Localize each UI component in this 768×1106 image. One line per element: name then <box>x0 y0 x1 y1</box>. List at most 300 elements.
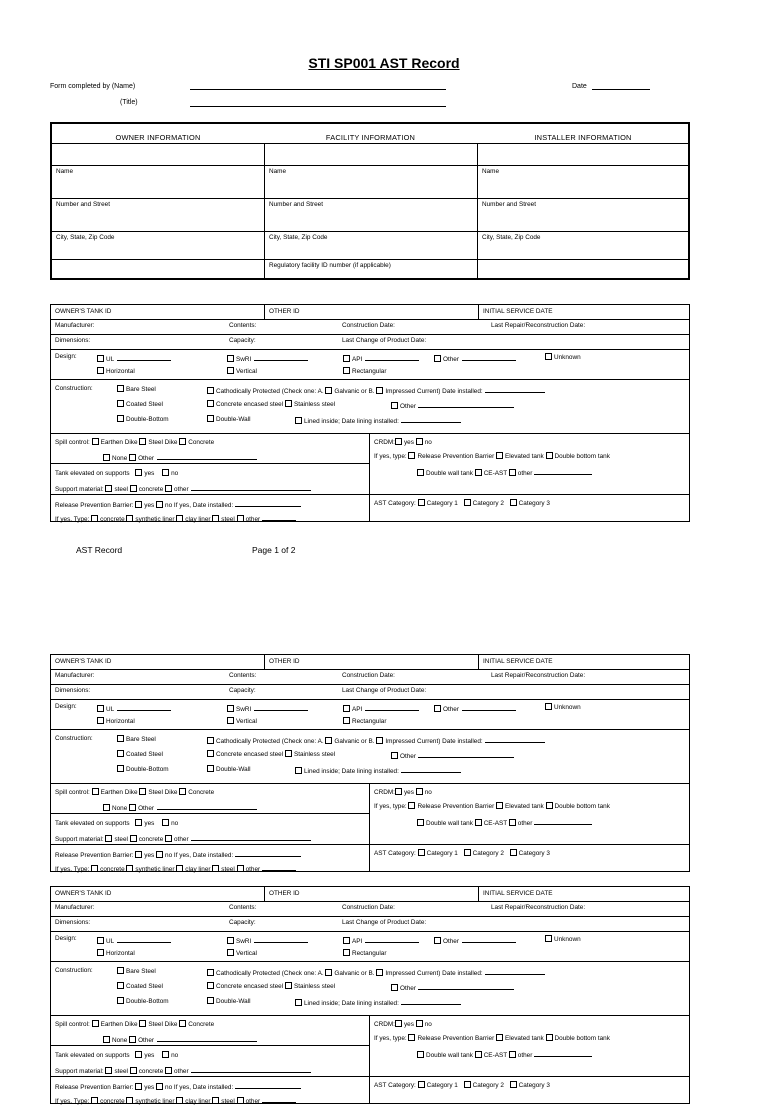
elevated-yes-checkbox[interactable] <box>135 469 142 476</box>
support-material-row <box>55 483 311 494</box>
unknown-option[interactable] <box>545 703 581 712</box>
vertical-option[interactable] <box>227 367 257 376</box>
crdm-elevated-text: Elevated tank <box>504 803 544 810</box>
category1-checkbox[interactable] <box>418 499 425 506</box>
swri-text: SwRI <box>236 706 252 713</box>
vertical-text: Vertical <box>236 950 257 957</box>
title-label: (Title) <box>120 99 138 106</box>
construction-other-option[interactable] <box>391 750 514 761</box>
crdm-other-checkbox[interactable] <box>509 1051 516 1058</box>
rpb-no-checkbox[interactable] <box>156 501 163 508</box>
horizontal-checkbox[interactable] <box>97 367 104 374</box>
support-concrete-checkbox[interactable] <box>130 835 137 842</box>
double-bottom-option[interactable] <box>117 415 169 424</box>
crdm-other-checkbox[interactable] <box>509 819 516 826</box>
support-other-checkbox[interactable] <box>165 835 172 842</box>
spill-other-checkbox[interactable] <box>129 454 136 461</box>
regulatory-id-label: Regulatory facility ID number (if applicable) <box>269 262 391 269</box>
dimensions-label: Dimensions: <box>55 919 91 926</box>
design-other-checkbox[interactable] <box>434 937 441 944</box>
concrete-encased-option[interactable] <box>207 750 335 759</box>
crdm-other-checkbox[interactable] <box>509 469 516 476</box>
crdm-type-row <box>374 1034 610 1043</box>
initial-service-date-label: INITIAL SERVICE DATE <box>483 658 553 665</box>
design-other-option[interactable] <box>434 353 516 364</box>
unknown-option[interactable] <box>545 353 581 362</box>
lined-inside-option[interactable] <box>295 415 461 426</box>
design-other-checkbox[interactable] <box>434 355 441 362</box>
contents-label: Contents: <box>229 322 257 329</box>
crdm-row <box>374 1020 432 1029</box>
impressed-checkbox[interactable] <box>376 387 383 394</box>
spill-concrete-text: Concrete <box>188 439 215 446</box>
concrete-encased-text: Concrete encased steel <box>216 751 284 758</box>
crdm-ce-ast-checkbox[interactable] <box>475 469 482 476</box>
rpb-synthetic-checkbox[interactable] <box>126 1097 133 1104</box>
support-steel-checkbox[interactable] <box>105 485 112 492</box>
initial-service-date-label: INITIAL SERVICE DATE <box>483 890 553 897</box>
rpb-yes-checkbox[interactable] <box>135 1083 142 1090</box>
horizontal-checkbox[interactable] <box>97 717 104 724</box>
vertical-text: Vertical <box>236 718 257 725</box>
swri-checkbox[interactable] <box>227 355 234 362</box>
unknown-text: Unknown <box>554 704 581 711</box>
earthen-dike-checkbox[interactable] <box>92 788 99 795</box>
swri-text: SwRI <box>236 356 252 363</box>
design-other-text: Other <box>443 356 459 363</box>
stainless-checkbox[interactable] <box>285 400 292 407</box>
crdm-double-bottom-checkbox[interactable] <box>546 452 553 459</box>
horizontal-option[interactable] <box>97 717 135 726</box>
spill-other-text: Other <box>138 1037 155 1044</box>
rectangular-option[interactable] <box>343 717 386 726</box>
cathodic-text: Cathodically Protected (Check one: A. <box>216 388 324 395</box>
galvanic-checkbox[interactable] <box>325 969 332 976</box>
rectangular-checkbox[interactable] <box>343 949 350 956</box>
spill-other-text: Other <box>138 455 155 462</box>
lined-inside-option[interactable] <box>295 997 461 1008</box>
owner-name-label: Name <box>56 168 74 175</box>
crdm-ce-ast-checkbox[interactable] <box>475 1051 482 1058</box>
rpb-no-checkbox[interactable] <box>156 1083 163 1090</box>
spill-none-checkbox[interactable] <box>103 804 110 811</box>
concrete-encased-checkbox[interactable] <box>207 400 214 407</box>
concrete-encased-text: Concrete encased steel <box>216 983 284 990</box>
owners-tank-id-label: OWNER'S TANK ID <box>55 308 112 315</box>
owner-facility-installer-table <box>50 122 690 280</box>
cathodic-option[interactable] <box>207 735 545 746</box>
bare-steel-option[interactable] <box>117 967 156 976</box>
installer-street-label: Number and Street <box>482 201 536 208</box>
construction-other-checkbox[interactable] <box>391 752 398 759</box>
spill-control-row <box>55 438 214 447</box>
vertical-checkbox[interactable] <box>227 717 234 724</box>
crdm-double-bottom-checkbox[interactable] <box>546 1034 553 1041</box>
stainless-text: Stainless steel <box>293 401 336 408</box>
footer-page-label: Page 1 of 2 <box>252 545 296 555</box>
other-id-label: OTHER ID <box>269 890 300 897</box>
api-text: API <box>352 706 363 713</box>
rectangular-option[interactable] <box>343 367 386 376</box>
ast-category-label: AST Category: <box>374 850 416 857</box>
category1-text: Category 1 <box>426 850 458 857</box>
facility-information-header: FACILITY INFORMATION <box>325 133 416 142</box>
crdm-type-row <box>374 452 610 461</box>
category1-checkbox[interactable] <box>418 1081 425 1088</box>
bare-steel-checkbox[interactable] <box>117 385 124 392</box>
ul-checkbox[interactable] <box>97 937 104 944</box>
support-material-label: Support material: <box>55 836 104 843</box>
ul-checkbox[interactable] <box>97 705 104 712</box>
swri-option[interactable] <box>227 935 308 946</box>
spill-control-label: Spill control: <box>55 439 90 446</box>
elevated-no-text: no <box>171 470 179 477</box>
crdm-elevated-text: Elevated tank <box>504 453 544 460</box>
horizontal-option[interactable] <box>97 367 135 376</box>
crdm-rpb-checkbox[interactable] <box>408 452 415 459</box>
category2-text: Category 2 <box>472 1082 504 1089</box>
coated-steel-checkbox[interactable] <box>117 400 124 407</box>
concrete-encased-checkbox[interactable] <box>207 982 214 989</box>
rpb-concrete-checkbox[interactable] <box>91 865 98 872</box>
spill-control-row <box>55 788 214 797</box>
steel-dike-checkbox[interactable] <box>139 788 146 795</box>
support-material-row <box>55 1065 311 1076</box>
support-concrete-checkbox[interactable] <box>130 485 137 492</box>
support-steel-checkbox[interactable] <box>105 1067 112 1074</box>
elevated-no-checkbox[interactable] <box>162 819 169 826</box>
vertical-checkbox[interactable] <box>227 367 234 374</box>
crdm-ce-ast-checkbox[interactable] <box>475 819 482 826</box>
category3-checkbox[interactable] <box>510 849 517 856</box>
swri-option[interactable] <box>227 353 308 364</box>
coated-steel-checkbox[interactable] <box>117 982 124 989</box>
rpb-synthetic-checkbox[interactable] <box>126 865 133 872</box>
coated-steel-option[interactable] <box>117 400 163 409</box>
crdm-elevated-checkbox[interactable] <box>496 802 503 809</box>
bare-steel-checkbox[interactable] <box>117 967 124 974</box>
impressed-text: Impressed Current) Date installed: <box>385 970 483 977</box>
title-field[interactable] <box>190 99 446 107</box>
coated-steel-checkbox[interactable] <box>117 750 124 757</box>
ul-option[interactable] <box>97 703 171 714</box>
last-change-label: Last Change of Product Date: <box>342 919 427 926</box>
bare-steel-option[interactable] <box>117 735 156 744</box>
double-bottom-checkbox[interactable] <box>117 765 124 772</box>
swri-checkbox[interactable] <box>227 705 234 712</box>
ul-option[interactable] <box>97 353 171 364</box>
spill-none-row <box>103 452 257 463</box>
other-id-label: OTHER ID <box>269 658 300 665</box>
elevated-no-checkbox[interactable] <box>162 1051 169 1058</box>
concrete-encased-option[interactable] <box>207 400 335 409</box>
crdm-rpb-checkbox[interactable] <box>408 802 415 809</box>
lined-inside-checkbox[interactable] <box>295 767 302 774</box>
category2-checkbox[interactable] <box>464 499 471 506</box>
api-text: API <box>352 938 363 945</box>
support-other-text: other <box>174 486 189 493</box>
elevated-yes-text: yes <box>144 1052 155 1059</box>
elevated-yes-text: yes <box>144 820 155 827</box>
page-title: STI SP001 AST Record <box>308 55 460 71</box>
rpb-clay-checkbox[interactable] <box>176 865 183 872</box>
crdm-rpb-checkbox[interactable] <box>408 1034 415 1041</box>
cathodic-checkbox[interactable] <box>207 969 214 976</box>
support-steel-text: steel <box>114 1068 128 1075</box>
double-wall-option[interactable] <box>207 997 251 1006</box>
double-wall-checkbox[interactable] <box>207 415 214 422</box>
cathodic-text: Cathodically Protected (Check one: A. <box>216 970 324 977</box>
unknown-checkbox[interactable] <box>545 935 552 942</box>
design-other-option[interactable] <box>434 703 516 714</box>
crdm-double-wall-text: Double wall tank <box>426 470 473 477</box>
support-other-checkbox[interactable] <box>165 1067 172 1074</box>
coated-steel-option[interactable] <box>117 982 163 991</box>
crdm-elevated-checkbox[interactable] <box>496 452 503 459</box>
crdm-double-bottom-checkbox[interactable] <box>546 802 553 809</box>
rpb-clay-text: clay liner <box>185 516 211 523</box>
support-steel-text: steel <box>114 486 128 493</box>
cathodic-checkbox[interactable] <box>207 737 214 744</box>
category3-checkbox[interactable] <box>510 499 517 506</box>
category3-text: Category 3 <box>518 500 550 507</box>
spill-concrete-checkbox[interactable] <box>179 438 186 445</box>
crdm-double-wall-text: Double wall tank <box>426 1052 473 1059</box>
name-field[interactable] <box>190 82 446 90</box>
earthen-dike-checkbox[interactable] <box>92 438 99 445</box>
construction-other-checkbox[interactable] <box>391 402 398 409</box>
rpb-other-checkbox[interactable] <box>237 1097 244 1104</box>
impressed-checkbox[interactable] <box>376 969 383 976</box>
ul-checkbox[interactable] <box>97 355 104 362</box>
coated-steel-text: Coated Steel <box>126 401 163 408</box>
double-wall-checkbox[interactable] <box>207 997 214 1004</box>
bare-steel-checkbox[interactable] <box>117 735 124 742</box>
category2-checkbox[interactable] <box>464 1081 471 1088</box>
construction-other-option[interactable] <box>391 400 514 411</box>
galvanic-checkbox[interactable] <box>325 387 332 394</box>
category2-checkbox[interactable] <box>464 849 471 856</box>
crdm-double-bottom-text: Double bottom tank <box>554 453 610 460</box>
crdm-double-wall-checkbox[interactable] <box>417 1051 424 1058</box>
last-change-label: Last Change of Product Date: <box>342 337 427 344</box>
lined-inside-checkbox[interactable] <box>295 417 302 424</box>
last-repair-label: Last Repair/Reconstruction Date: <box>491 904 586 911</box>
galvanic-checkbox[interactable] <box>325 737 332 744</box>
ul-option[interactable] <box>97 935 171 946</box>
stainless-checkbox[interactable] <box>285 750 292 757</box>
double-bottom-checkbox[interactable] <box>117 415 124 422</box>
spill-other-checkbox[interactable] <box>129 1036 136 1043</box>
horizontal-checkbox[interactable] <box>97 949 104 956</box>
impressed-checkbox[interactable] <box>376 737 383 744</box>
category3-checkbox[interactable] <box>510 1081 517 1088</box>
rpb-concrete-checkbox[interactable] <box>91 1097 98 1104</box>
crdm-double-wall-checkbox[interactable] <box>417 819 424 826</box>
crdm-type-row-2 <box>417 467 592 478</box>
elevated-yes-text: yes <box>144 470 155 477</box>
coated-steel-option[interactable] <box>117 750 163 759</box>
spill-none-checkbox[interactable] <box>103 454 110 461</box>
rectangular-checkbox[interactable] <box>343 717 350 724</box>
category1-text: Category 1 <box>426 1082 458 1089</box>
unknown-checkbox[interactable] <box>545 703 552 710</box>
lined-inside-option[interactable] <box>295 765 461 776</box>
construction-label: Construction: <box>55 385 93 392</box>
support-concrete-checkbox[interactable] <box>130 1067 137 1074</box>
concrete-encased-checkbox[interactable] <box>207 750 214 757</box>
installer-name-label: Name <box>482 168 500 175</box>
elevated-yes-checkbox[interactable] <box>135 819 142 826</box>
double-bottom-text: Double-Bottom <box>126 766 169 773</box>
initial-service-date-label: INITIAL SERVICE DATE <box>483 308 553 315</box>
rpb-label: Release Prevention Barrier: <box>55 502 134 509</box>
elevated-yes-checkbox[interactable] <box>135 1051 142 1058</box>
rpb-yes-checkbox[interactable] <box>135 501 142 508</box>
rpb-steel-checkbox[interactable] <box>212 1097 219 1104</box>
design-other-checkbox[interactable] <box>434 705 441 712</box>
design-other-option[interactable] <box>434 935 516 946</box>
rpb-clay-checkbox[interactable] <box>176 515 183 522</box>
steel-dike-text: Steel Dike <box>148 789 178 796</box>
design-label: Design: <box>55 353 77 360</box>
construction-other-option[interactable] <box>391 982 514 993</box>
rectangular-checkbox[interactable] <box>343 367 350 374</box>
double-bottom-option[interactable] <box>117 997 169 1006</box>
unknown-option[interactable] <box>545 935 581 944</box>
bare-steel-option[interactable] <box>117 385 156 394</box>
support-concrete-text: concrete <box>138 486 164 493</box>
double-wall-option[interactable] <box>207 765 251 774</box>
construction-other-text: Other <box>400 753 416 760</box>
installer-city-label: City, State, Zip Code <box>482 234 541 241</box>
rpb-date-label: If yes, Date installed: <box>173 1084 234 1091</box>
spill-concrete-text: Concrete <box>188 1021 215 1028</box>
crdm-ce-ast-text: CE-AST <box>483 820 508 827</box>
spill-none-checkbox[interactable] <box>103 1036 110 1043</box>
double-wall-checkbox[interactable] <box>207 765 214 772</box>
rpb-no-checkbox[interactable] <box>156 851 163 858</box>
support-steel-text: steel <box>114 836 128 843</box>
construction-other-checkbox[interactable] <box>391 984 398 991</box>
api-option[interactable] <box>343 353 419 364</box>
double-wall-text: Double-Wall <box>216 998 251 1005</box>
ul-text: UL <box>106 356 115 363</box>
rpb-other-checkbox[interactable] <box>237 515 244 522</box>
double-bottom-checkbox[interactable] <box>117 997 124 1004</box>
crdm-yes-checkbox[interactable] <box>395 438 402 445</box>
form-completed-by-label: Form completed by (Name) <box>50 83 136 90</box>
vertical-checkbox[interactable] <box>227 949 234 956</box>
rpb-other-checkbox[interactable] <box>237 865 244 872</box>
crdm-elevated-checkbox[interactable] <box>496 1034 503 1041</box>
rpb-row <box>55 849 301 860</box>
support-material-row <box>55 833 311 844</box>
ast-category-row <box>374 849 550 858</box>
spill-concrete-checkbox[interactable] <box>179 788 186 795</box>
crdm-other-text: other <box>517 1052 533 1059</box>
rpb-steel-checkbox[interactable] <box>212 515 219 522</box>
double-bottom-option[interactable] <box>117 765 169 774</box>
api-checkbox[interactable] <box>343 355 350 362</box>
date-label: Date <box>572 83 587 90</box>
rectangular-option[interactable] <box>343 949 386 958</box>
tank-elevated-label: Tank elevated on supports <box>55 820 130 827</box>
support-other-checkbox[interactable] <box>165 485 172 492</box>
vertical-option[interactable] <box>227 949 257 958</box>
galvanic-text: Galvanic or B. <box>334 738 375 745</box>
elevated-no-text: no <box>171 1052 179 1059</box>
rpb-steel-checkbox[interactable] <box>212 865 219 872</box>
rpb-other-text: other <box>245 516 261 523</box>
rectangular-text: Rectangular <box>352 718 387 725</box>
horizontal-option[interactable] <box>97 949 135 958</box>
lined-inside-checkbox[interactable] <box>295 999 302 1006</box>
support-steel-checkbox[interactable] <box>105 835 112 842</box>
crdm-elevated-text: Elevated tank <box>504 1035 544 1042</box>
stainless-checkbox[interactable] <box>285 982 292 989</box>
rpb-yes-checkbox[interactable] <box>135 851 142 858</box>
date-field[interactable] <box>592 82 650 90</box>
crdm-ce-ast-text: CE-AST <box>483 1052 508 1059</box>
api-checkbox[interactable] <box>343 705 350 712</box>
dimensions-label: Dimensions: <box>55 687 91 694</box>
rpb-synthetic-checkbox[interactable] <box>126 515 133 522</box>
crdm-label: CRDM: <box>374 1021 395 1028</box>
capacity-label: Capacity: <box>229 337 256 344</box>
bare-steel-text: Bare Steel <box>126 736 156 743</box>
unknown-text: Unknown <box>554 936 581 943</box>
rpb-clay-checkbox[interactable] <box>176 1097 183 1104</box>
elevated-no-checkbox[interactable] <box>162 469 169 476</box>
spill-none-row <box>103 1034 257 1045</box>
rpb-steel-text: steel <box>221 516 235 523</box>
bare-steel-text: Bare Steel <box>126 968 156 975</box>
concrete-encased-text: Concrete encased steel <box>216 401 284 408</box>
rpb-label: Release Prevention Barrier: <box>55 852 134 859</box>
crdm-no-checkbox[interactable] <box>416 788 423 795</box>
horizontal-text: Horizontal <box>106 718 135 725</box>
spill-other-checkbox[interactable] <box>129 804 136 811</box>
cathodic-checkbox[interactable] <box>207 387 214 394</box>
crdm-double-bottom-text: Double bottom tank <box>554 803 610 810</box>
owners-tank-id-label: OWNER'S TANK ID <box>55 658 112 665</box>
cathodic-option[interactable] <box>207 967 545 978</box>
design-label: Design: <box>55 935 77 942</box>
concrete-encased-option[interactable] <box>207 982 335 991</box>
double-wall-text: Double-Wall <box>216 416 251 423</box>
swri-checkbox[interactable] <box>227 937 234 944</box>
steel-dike-text: Steel Dike <box>148 1021 178 1028</box>
steel-dike-checkbox[interactable] <box>139 438 146 445</box>
rpb-concrete-checkbox[interactable] <box>91 515 98 522</box>
owners-tank-id-label: OWNER'S TANK ID <box>55 890 112 897</box>
crdm-no-checkbox[interactable] <box>416 438 423 445</box>
cathodic-option[interactable] <box>207 385 545 396</box>
crdm-double-wall-checkbox[interactable] <box>417 469 424 476</box>
api-option[interactable] <box>343 703 419 714</box>
category1-checkbox[interactable] <box>418 849 425 856</box>
unknown-checkbox[interactable] <box>545 353 552 360</box>
vertical-option[interactable] <box>227 717 257 726</box>
crdm-yes-checkbox[interactable] <box>395 788 402 795</box>
rpb-concrete-text: concrete <box>100 516 125 523</box>
swri-option[interactable] <box>227 703 308 714</box>
api-checkbox[interactable] <box>343 937 350 944</box>
api-option[interactable] <box>343 935 419 946</box>
coated-steel-text: Coated Steel <box>126 751 163 758</box>
double-wall-option[interactable] <box>207 415 251 424</box>
